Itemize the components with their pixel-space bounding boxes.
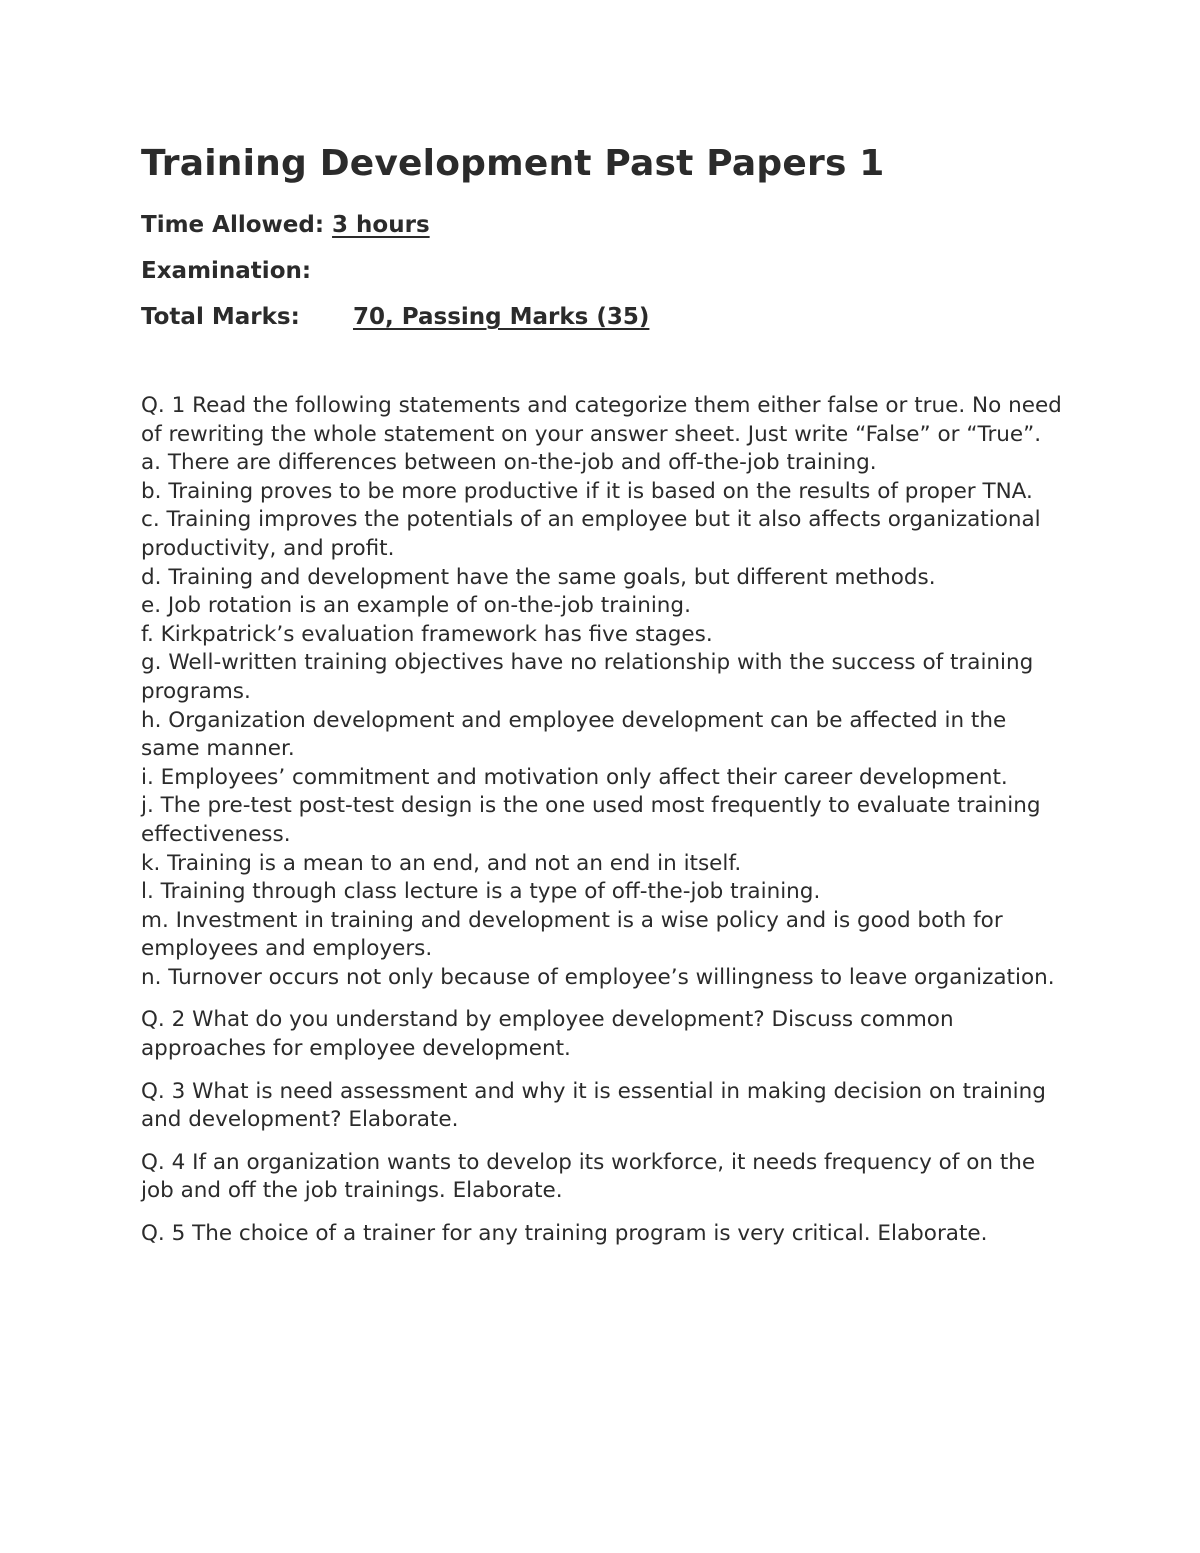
time-allowed-label: Time Allowed: xyxy=(141,212,325,238)
list-item: e. Job rotation is an example of on-the-job training. xyxy=(141,593,691,619)
list-item: j. The pre-test post-test design is the one used most frequently to evaluate training effectiveness. xyxy=(141,793,1041,847)
total-marks-value: 70, Passing Marks (35) xyxy=(353,304,650,330)
question-2: Q. 2 What do you understand by employee development? Discuss common approaches for employee development. xyxy=(141,1007,954,1062)
time-allowed-value: 3 hours xyxy=(332,212,430,238)
total-marks-row xyxy=(141,302,1071,332)
examination-row xyxy=(141,256,1071,286)
list-item: a. There are differences between on-the-job and off-the-job training. xyxy=(141,450,877,476)
list-item: c. Training improves the potentials of an employee but it also affects organizational productivity, and profit. xyxy=(141,507,1041,561)
list-item: h. Organization development and employee development can be affected in the same manner. xyxy=(141,707,1007,762)
list-item: d. Training and development have the same goals, but different methods. xyxy=(141,564,936,590)
question-4: Q. 4 If an organization wants to develop its workforce, it needs frequency of on the job and off the job trainings. Elaborate. xyxy=(141,1149,1036,1204)
document-page xyxy=(141,140,1071,1263)
question-3: Q. 3 What is need assessment and why it is essential in making decision on training and development? Elaborate. xyxy=(141,1078,1046,1133)
list-item: m. Investment in training and development is a wise policy and is good both for employees and employers. xyxy=(141,907,1003,962)
document-title: Training Development Past Papers 1 xyxy=(141,143,885,184)
question-1-intro: Q. 1 Read the following statements and categorize them either false or true. No need of rewriting the whole statement on your answer sheet. Just write “False” or “True”. xyxy=(141,393,1062,447)
list-item: i. Employees’ commitment and motivation only affect their career development. xyxy=(141,764,1008,790)
list-item: b. Training proves to be more productive if it is based on the results of proper TNA. xyxy=(141,478,1033,504)
spacer xyxy=(141,348,1071,392)
list-item: l. Training through class lecture is a type of off-the-job training. xyxy=(141,879,821,905)
list-item: f. Kirkpatrick’s evaluation framework has five stages. xyxy=(141,621,713,647)
examination-label: Examination: xyxy=(141,258,312,284)
questions xyxy=(141,392,1071,1249)
list-item: k. Training is a mean to an end, and not an end in itself. xyxy=(141,850,742,876)
list-item: g. Well-written training objectives have no relationship with the success of training programs. xyxy=(141,650,1034,704)
question-1 xyxy=(141,392,1071,992)
question-5: Q. 5 The choice of a trainer for any training program is very critical. Elaborate. xyxy=(141,1221,988,1247)
list-item: n. Turnover occurs not only because of employee’s willingness to leave organization. xyxy=(141,964,1055,990)
total-marks-label: Total Marks: xyxy=(141,304,300,330)
time-allowed-row xyxy=(141,210,1071,240)
